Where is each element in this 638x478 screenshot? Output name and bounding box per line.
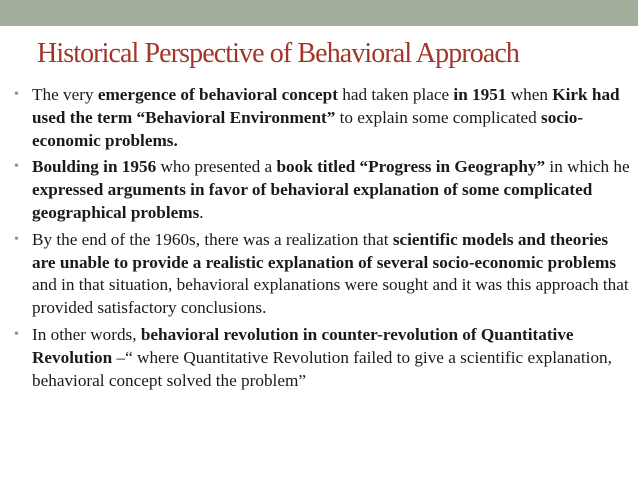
text-segment-bold: scientific models and theories are unable to provide a realistic explanation of several socio-economic problems <box>32 229 617 272</box>
top-accent-bar <box>0 0 638 26</box>
bullet-marker-icon: • <box>14 87 19 102</box>
text-segment-bold: socio-economic problems. <box>32 107 584 150</box>
text-segment: . <box>199 202 204 222</box>
text-segment: –“ where Quantitative Revolution failed to give a scientific explanation, behavioral concept solved the problem” <box>32 347 612 390</box>
text-segment-bold: book titled “Progress in Geography” <box>276 157 546 177</box>
bullet-item <box>14 229 632 320</box>
text-segment: in which he <box>545 157 630 177</box>
bullet-item <box>14 324 632 392</box>
text-segment: had taken place <box>337 85 454 104</box>
text-segment-bold: emergence of behavioral concept <box>97 85 338 104</box>
bullet-item <box>14 156 632 224</box>
text-segment-bold: behavioral revolution in counter-revolution of Quantitative Revolution <box>32 324 574 367</box>
text-segment: who presented a <box>156 157 277 177</box>
bullet-item <box>14 84 632 152</box>
bullet-marker-icon: • <box>14 231 19 247</box>
text-segment-bold: Kirk had used the term “Behavioral Environment” <box>32 85 620 127</box>
text-segment-bold: expressed arguments in favor of behavioral explanation of some complicated geographical problems <box>32 180 593 222</box>
text-segment: The very <box>32 85 98 104</box>
slide-title: Historical Perspective of Behavioral Approach <box>37 38 519 69</box>
text-segment: when <box>506 85 553 104</box>
text-segment: to explain some complicated <box>335 107 542 127</box>
bullet-text <box>32 229 632 320</box>
bullet-text <box>32 324 632 392</box>
text-segment-bold: Boulding in 1956 <box>32 157 157 177</box>
bullet-marker-icon: • <box>14 159 19 175</box>
text-segment: In other words, <box>32 324 141 344</box>
bullet-text <box>32 156 632 224</box>
bullet-text <box>32 84 632 152</box>
text-segment: and in that situation, behavioral explanations were sought and it was this approach that provided satisfactory conclusions. <box>32 275 629 318</box>
text-segment-bold: in 1951 <box>453 85 507 104</box>
bullet-marker-icon: • <box>14 326 19 342</box>
bullet-list <box>14 84 632 396</box>
text-segment: By the end of the 1960s, there was a realization that <box>32 229 393 249</box>
